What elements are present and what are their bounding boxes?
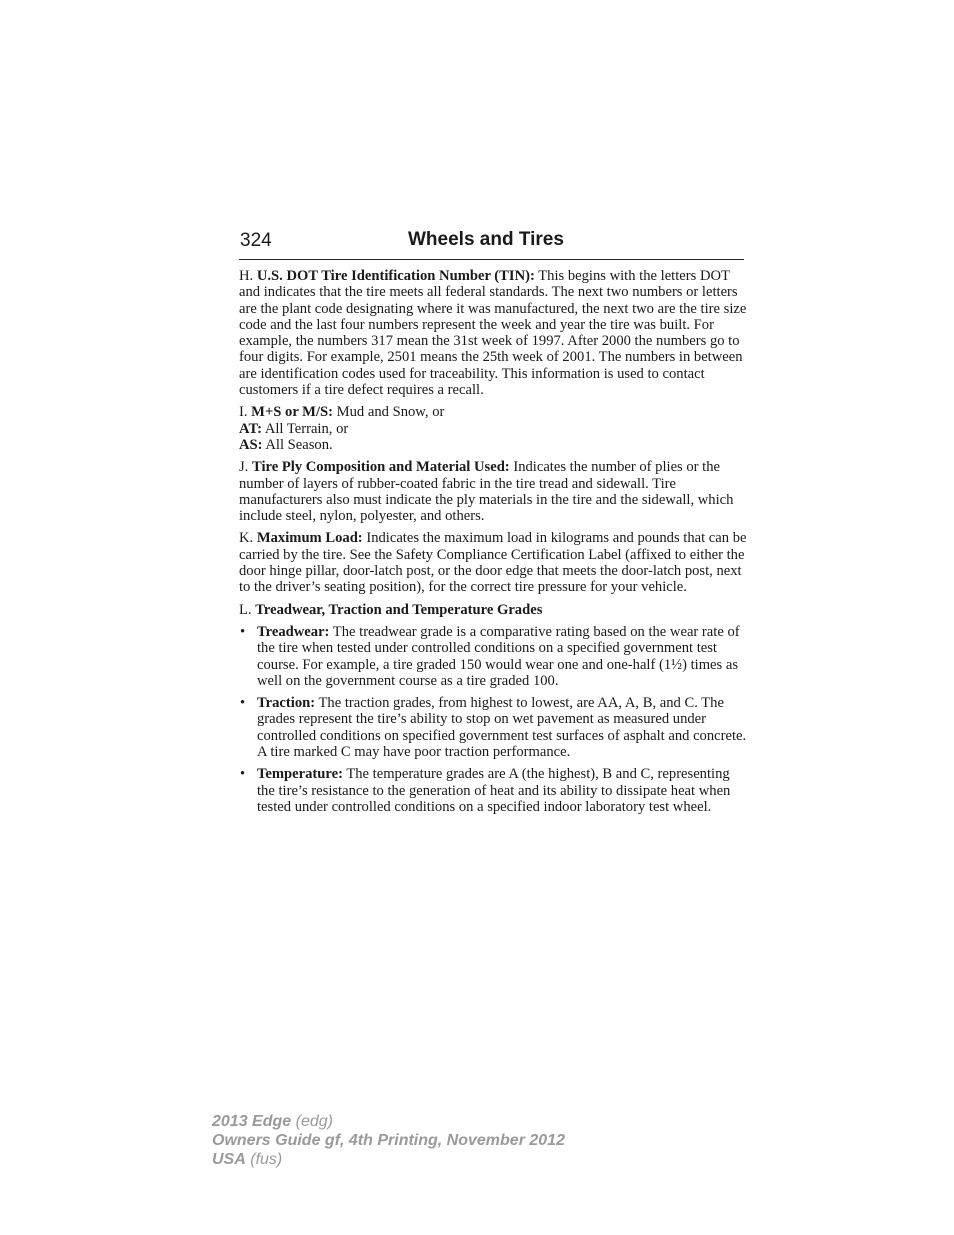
bullet-text: The treadwear grade is a comparative rating based on the wear rate of the tire when tested under controlled conditions on a specified government test course. For example, a tire graded 150 would wear one and one-half (1½) times as well on the government course as a tire graded 100. [257,623,740,689]
page-number: 324 [240,230,272,251]
grades-list [239,624,747,815]
bullet-icon: • [240,623,246,640]
item-letter: H. [239,268,254,284]
list-item-temperature [239,766,747,815]
footer-model: 2013 Edge [212,1113,292,1130]
footer-line-2 [212,1131,565,1150]
bullet-icon: • [240,695,246,712]
bullet-icon: • [240,766,246,783]
item-i-line-1 [239,404,747,420]
footer-line-1 [212,1112,565,1131]
item-term: Treadwear, Traction and Temperature Grades [255,601,543,618]
item-l [239,602,747,618]
item-term: AS: [239,436,263,453]
item-term: Maximum Load: [256,530,363,547]
bullet-term: Traction: [257,695,316,712]
item-term: AT: [239,420,262,437]
footer-region-code: (fus) [250,1151,283,1168]
list-item-traction [239,695,747,760]
item-text: All Terrain, or [264,420,349,437]
item-i-line-3 [239,437,747,453]
page-body [239,268,747,821]
bullet-term: Treadwear: [257,623,330,640]
item-i-line-2 [239,421,747,437]
footer-line-3 [212,1150,565,1169]
item-text: Indicates the maximum load in kilograms and pounds that can be carried by the tire. See the Safety Compliance Certification Label (affixed to either the door hinge pillar, door-latch post, or the door edge that meets the door-latch post, next to the driver’s seating position), for the correct tire pressure for your vehicle. [239,530,747,596]
item-j [239,459,747,524]
footer-model-code: (edg) [295,1113,333,1130]
item-term: Tire Ply Composition and Material Used: [251,459,510,476]
item-text: This begins with the letters DOT and indicates that the tire meets all federal standards. The next two numbers or letters are the plant code designating where it was manufactured, the next two are the tire size code and the last four numbers represent the week and year the tire was built. For example, the numbers 317 mean the 31st week of 1997. After 2000 the numbers go to four digits. For example, 2501 means the 25th week of 2001. The numbers in between are identification codes used for traceability. This information is used to contact customers if a tire defect requires a recall. [239,268,747,399]
item-h [239,268,747,398]
page-header [239,229,744,260]
section-title: Wheels and Tires [408,229,564,250]
bullet-text: The traction grades, from highest to lowest, are AA, A, B, and C. The grades represent the tire’s ability to stop on wet pavement as measured under controlled conditions on specified government test surfaces of asphalt and concrete. A tire marked C may have poor traction performance. [257,695,747,761]
item-i [239,404,747,453]
list-item-treadwear [239,624,747,689]
item-letter: K. [239,530,254,547]
item-letter: I. [239,404,248,421]
footer-region: USA [212,1151,246,1168]
footer-printing: Owners Guide gf, 4th Printing, November 2012 [212,1132,565,1149]
item-text: All Season. [265,436,333,453]
item-text: Mud and Snow, or [336,404,445,421]
bullet-term: Temperature: [257,766,343,783]
item-k [239,530,747,595]
item-term: M+S or M/S: [251,404,333,421]
item-letter: J. [239,459,249,476]
item-text: Indicates the number of plies or the number of layers of rubber-coated fabric in the tire tread and sidewall. Tire manufacturers also must indicate the ply materials in the tire and the sidewall, which include steel, nylon, polyester, and others. [239,459,734,525]
item-letter: L. [239,601,252,618]
page-footer [212,1112,565,1169]
item-term: U.S. DOT Tire Identification Number (TIN): [256,268,535,284]
bullet-text: The temperature grades are A (the highest), B and C, representing the tire’s resistance to the generation of heat and its ability to dissipate heat when tested under controlled conditions on a specified indoor laboratory test wheel. [257,766,731,815]
